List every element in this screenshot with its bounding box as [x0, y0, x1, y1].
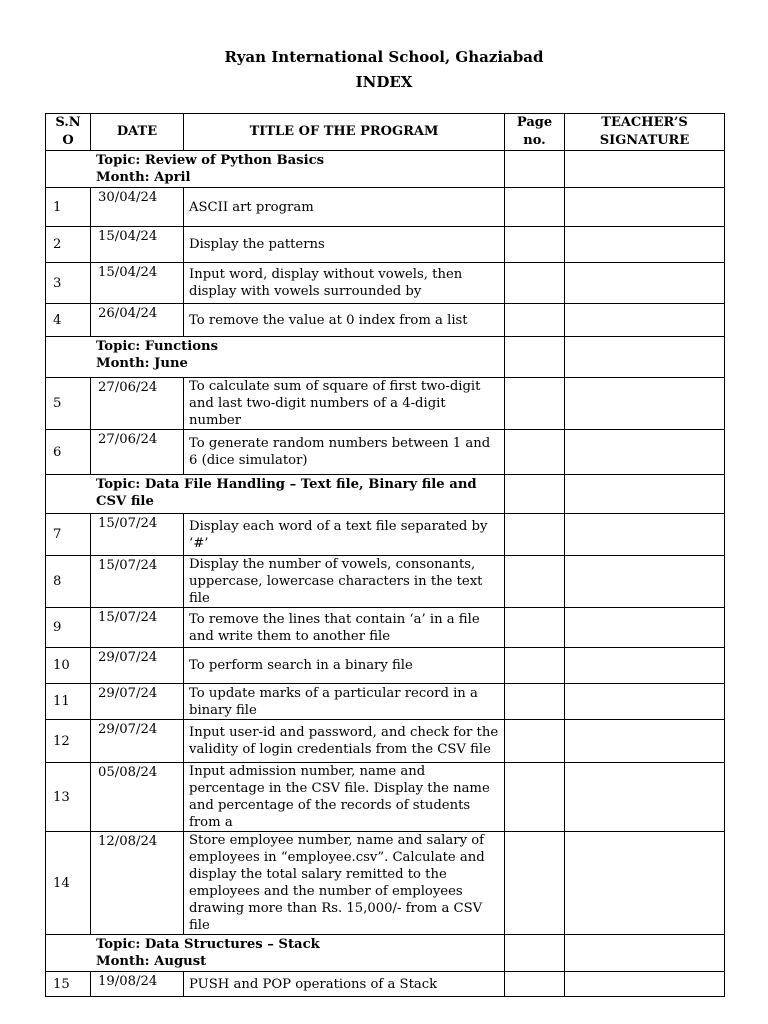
date-cell: 27/06/24 — [91, 378, 184, 430]
table-row — [46, 514, 725, 556]
col-header-page-no: Page no. — [505, 114, 565, 151]
signature-cell — [565, 514, 725, 556]
signature-cell — [565, 648, 725, 684]
signature-cell — [565, 188, 725, 227]
sno-cell: 4 — [46, 304, 91, 337]
col-header-date: DATE — [91, 114, 184, 151]
date-cell: 15/04/24 — [91, 227, 184, 263]
page-no-cell — [505, 556, 565, 608]
index-table — [45, 113, 725, 997]
page-no-cell — [505, 337, 565, 378]
date-cell: 29/07/24 — [91, 648, 184, 684]
signature-cell — [565, 556, 725, 608]
date-cell: 29/07/24 — [91, 720, 184, 763]
topic-row — [46, 475, 725, 514]
signature-cell — [565, 227, 725, 263]
table-row — [46, 227, 725, 263]
signature-cell — [565, 430, 725, 475]
topic-heading: Topic: Review of Python Basics Month: April — [46, 151, 505, 188]
signature-cell — [565, 972, 725, 997]
date-cell: 12/08/24 — [91, 832, 184, 935]
page-no-cell — [505, 648, 565, 684]
date-cell: 15/04/24 — [91, 263, 184, 304]
program-title-cell: Display the patterns — [184, 227, 505, 263]
table-row — [46, 832, 725, 935]
signature-cell — [565, 337, 725, 378]
page-no-cell — [505, 475, 565, 514]
page-no-cell — [505, 188, 565, 227]
topic-heading: Topic: Data Structures – Stack Month: August — [46, 935, 505, 972]
program-title-cell: To update marks of a particular record in a binary file — [184, 684, 505, 720]
sno-cell: 13 — [46, 763, 91, 832]
school-name: Ryan International School, Ghaziabad — [224, 48, 544, 66]
signature-cell — [565, 832, 725, 935]
table-row — [46, 304, 725, 337]
signature-cell — [565, 263, 725, 304]
table-row — [46, 720, 725, 763]
page-no-cell — [505, 263, 565, 304]
signature-cell — [565, 304, 725, 337]
table-row — [46, 648, 725, 684]
program-title-cell: PUSH and POP operations of a Stack — [184, 972, 505, 997]
program-title-cell: Input word, display without vowels, then display with vowels surrounded by — [184, 263, 505, 304]
date-cell: 05/08/24 — [91, 763, 184, 832]
program-title-cell: ASCII art program — [184, 188, 505, 227]
program-title-cell: Store employee number, name and salary of employees in “employee.csv”. Calculate and display the total salary remitted to the employees and the number of employees drawing more than Rs. 15,000/- from a CSV file — [184, 832, 505, 935]
page-no-cell — [505, 227, 565, 263]
sno-cell: 6 — [46, 430, 91, 475]
page-no-cell — [505, 832, 565, 935]
program-title-cell: Display the number of vowels, consonants, uppercase, lowercase characters in the text file — [184, 556, 505, 608]
table-row — [46, 263, 725, 304]
sno-cell: 12 — [46, 720, 91, 763]
signature-cell — [565, 608, 725, 648]
program-title-cell: To remove the lines that contain ‘a’ in a file and write them to another file — [184, 608, 505, 648]
signature-cell — [565, 151, 725, 188]
sno-cell: 9 — [46, 608, 91, 648]
page-no-cell — [505, 720, 565, 763]
date-cell: 29/07/24 — [91, 684, 184, 720]
date-cell: 19/08/24 — [91, 972, 184, 997]
date-cell: 27/06/24 — [91, 430, 184, 475]
sno-cell: 11 — [46, 684, 91, 720]
program-title-cell: Input user-id and password, and check for the validity of login credentials from the CSV file — [184, 720, 505, 763]
page-title: INDEX — [355, 73, 413, 91]
program-title-cell: To remove the value at 0 index from a list — [184, 304, 505, 337]
page-no-cell — [505, 151, 565, 188]
topic-row — [46, 337, 725, 378]
table-row — [46, 763, 725, 832]
signature-cell — [565, 763, 725, 832]
signature-cell — [565, 475, 725, 514]
sno-cell: 8 — [46, 556, 91, 608]
topic-heading: Topic: Functions Month: June — [46, 337, 505, 378]
page-no-cell — [505, 430, 565, 475]
page-no-cell — [505, 935, 565, 972]
sno-cell: 10 — [46, 648, 91, 684]
sno-cell: 14 — [46, 832, 91, 935]
table-header-row — [46, 114, 725, 151]
page-no-cell — [505, 684, 565, 720]
date-cell: 15/07/24 — [91, 514, 184, 556]
page-no-cell — [505, 514, 565, 556]
page-no-cell — [505, 972, 565, 997]
table-row — [46, 608, 725, 648]
date-cell: 30/04/24 — [91, 188, 184, 227]
sno-cell: 1 — [46, 188, 91, 227]
table-row — [46, 556, 725, 608]
date-cell: 15/07/24 — [91, 608, 184, 648]
table-row — [46, 972, 725, 997]
topic-row — [46, 935, 725, 972]
signature-cell — [565, 935, 725, 972]
signature-cell — [565, 720, 725, 763]
table-row — [46, 684, 725, 720]
program-title-cell: Display each word of a text file separated by ‘#’ — [184, 514, 505, 556]
date-cell: 26/04/24 — [91, 304, 184, 337]
sno-cell: 15 — [46, 972, 91, 997]
program-title-cell: To calculate sum of square of first two-digit and last two-digit numbers of a 4-digit number — [184, 378, 505, 430]
sno-cell: 5 — [46, 378, 91, 430]
topic-row — [46, 151, 725, 188]
signature-cell — [565, 684, 725, 720]
page-no-cell — [505, 304, 565, 337]
program-title-cell: To generate random numbers between 1 and 6 (dice simulator) — [184, 430, 505, 475]
program-title-cell: To perform search in a binary file — [184, 648, 505, 684]
table-row — [46, 378, 725, 430]
table-row — [46, 188, 725, 227]
table-row — [46, 430, 725, 475]
col-header-sno: S.N O — [46, 114, 91, 151]
sno-cell: 7 — [46, 514, 91, 556]
signature-cell — [565, 378, 725, 430]
page-no-cell — [505, 378, 565, 430]
page-no-cell — [505, 763, 565, 832]
date-cell: 15/07/24 — [91, 556, 184, 608]
topic-heading: Topic: Data File Handling – Text file, Binary file and CSV file — [46, 475, 505, 514]
sno-cell: 3 — [46, 263, 91, 304]
col-header-program-title: TITLE OF THE PROGRAM — [184, 114, 505, 151]
page-no-cell — [505, 608, 565, 648]
col-header-teacher-signature: TEACHER’S SIGNATURE — [565, 114, 725, 151]
program-title-cell: Input admission number, name and percentage in the CSV file. Display the name and percentage of the records of students from a — [184, 763, 505, 832]
sno-cell: 2 — [46, 227, 91, 263]
